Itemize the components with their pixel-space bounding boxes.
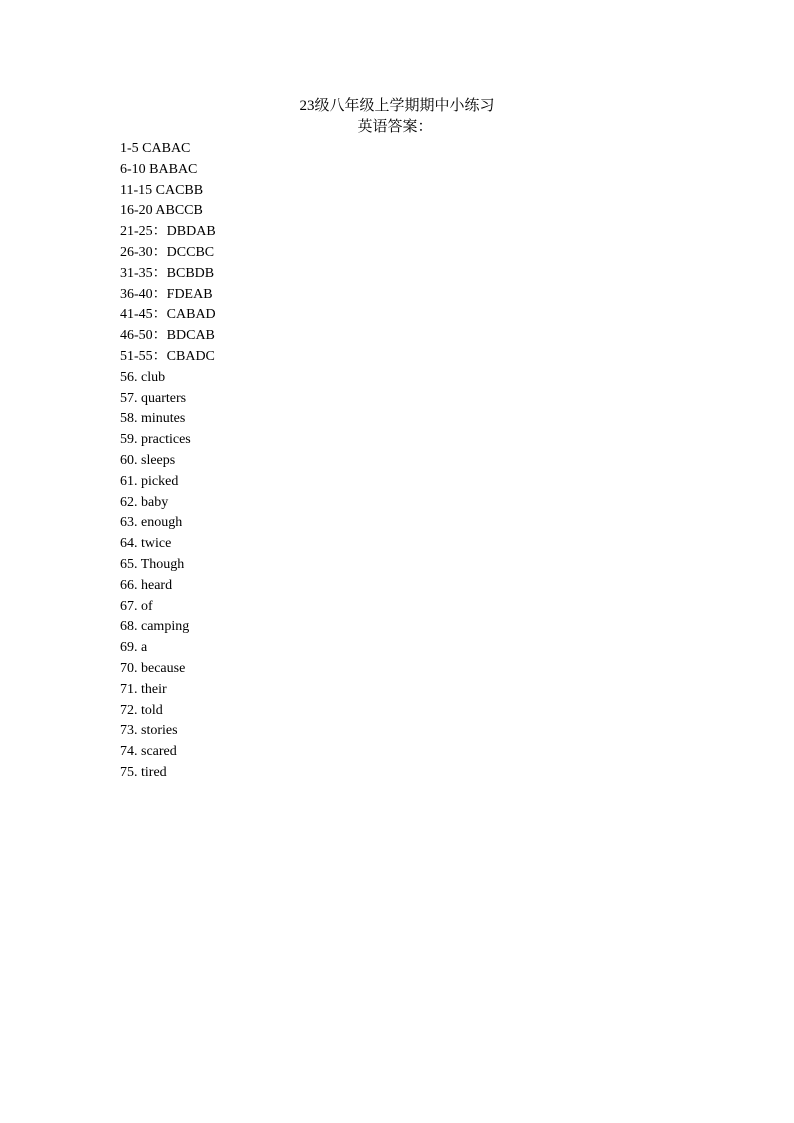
answer-line: 6-10 BABAC	[120, 161, 198, 177]
answer-line: 74. scared	[120, 744, 177, 760]
answer-line: 73. stories	[120, 723, 178, 739]
answer-line: 56. club	[120, 369, 166, 385]
answer-line: 66. heard	[120, 577, 173, 593]
answer-line: 65. Though	[120, 556, 185, 572]
answer-line: 75. tired	[120, 764, 167, 780]
answer-line: 72. told	[120, 702, 163, 718]
answer-line: 64. twice	[120, 536, 172, 552]
title-block	[0, 96, 794, 138]
answer-line: 57. quarters	[120, 390, 187, 406]
document-subtitle: 英语答案：	[357, 119, 433, 135]
answer-line: 62. baby	[120, 494, 169, 510]
answer-line: 11-15 CACBB	[120, 182, 204, 198]
answer-line: 36-40：FDEAB	[120, 286, 213, 302]
answer-line: 1-5 CABAC	[120, 141, 191, 156]
answer-line: 68. camping	[120, 619, 190, 635]
answer-line: 70. because	[120, 660, 186, 676]
answer-line: 51-55：CBADC	[120, 348, 215, 364]
answer-line: 16-20 ABCCB	[120, 203, 203, 219]
answer-line: 63. enough	[120, 515, 183, 531]
answer-line: 58. minutes	[120, 411, 186, 427]
document-title: 23级八年级上学期期中小练习	[299, 98, 495, 114]
answer-line: 21-25：DBDAB	[120, 224, 216, 240]
answer-line: 46-50：BDCAB	[120, 328, 215, 344]
answer-line: 41-45：CABAD	[120, 307, 216, 323]
answer-line: 61. picked	[120, 473, 179, 489]
answer-line: 59. practices	[120, 432, 191, 448]
answer-list	[120, 139, 216, 784]
answer-line: 71. their	[120, 681, 167, 697]
answer-line: 31-35：BCBDB	[120, 265, 215, 281]
answer-line: 26-30：DCCBC	[120, 244, 215, 260]
answer-line: 60. sleeps	[120, 452, 176, 468]
answer-line: 69. a	[120, 640, 148, 656]
answer-line: 67. of	[120, 598, 153, 614]
